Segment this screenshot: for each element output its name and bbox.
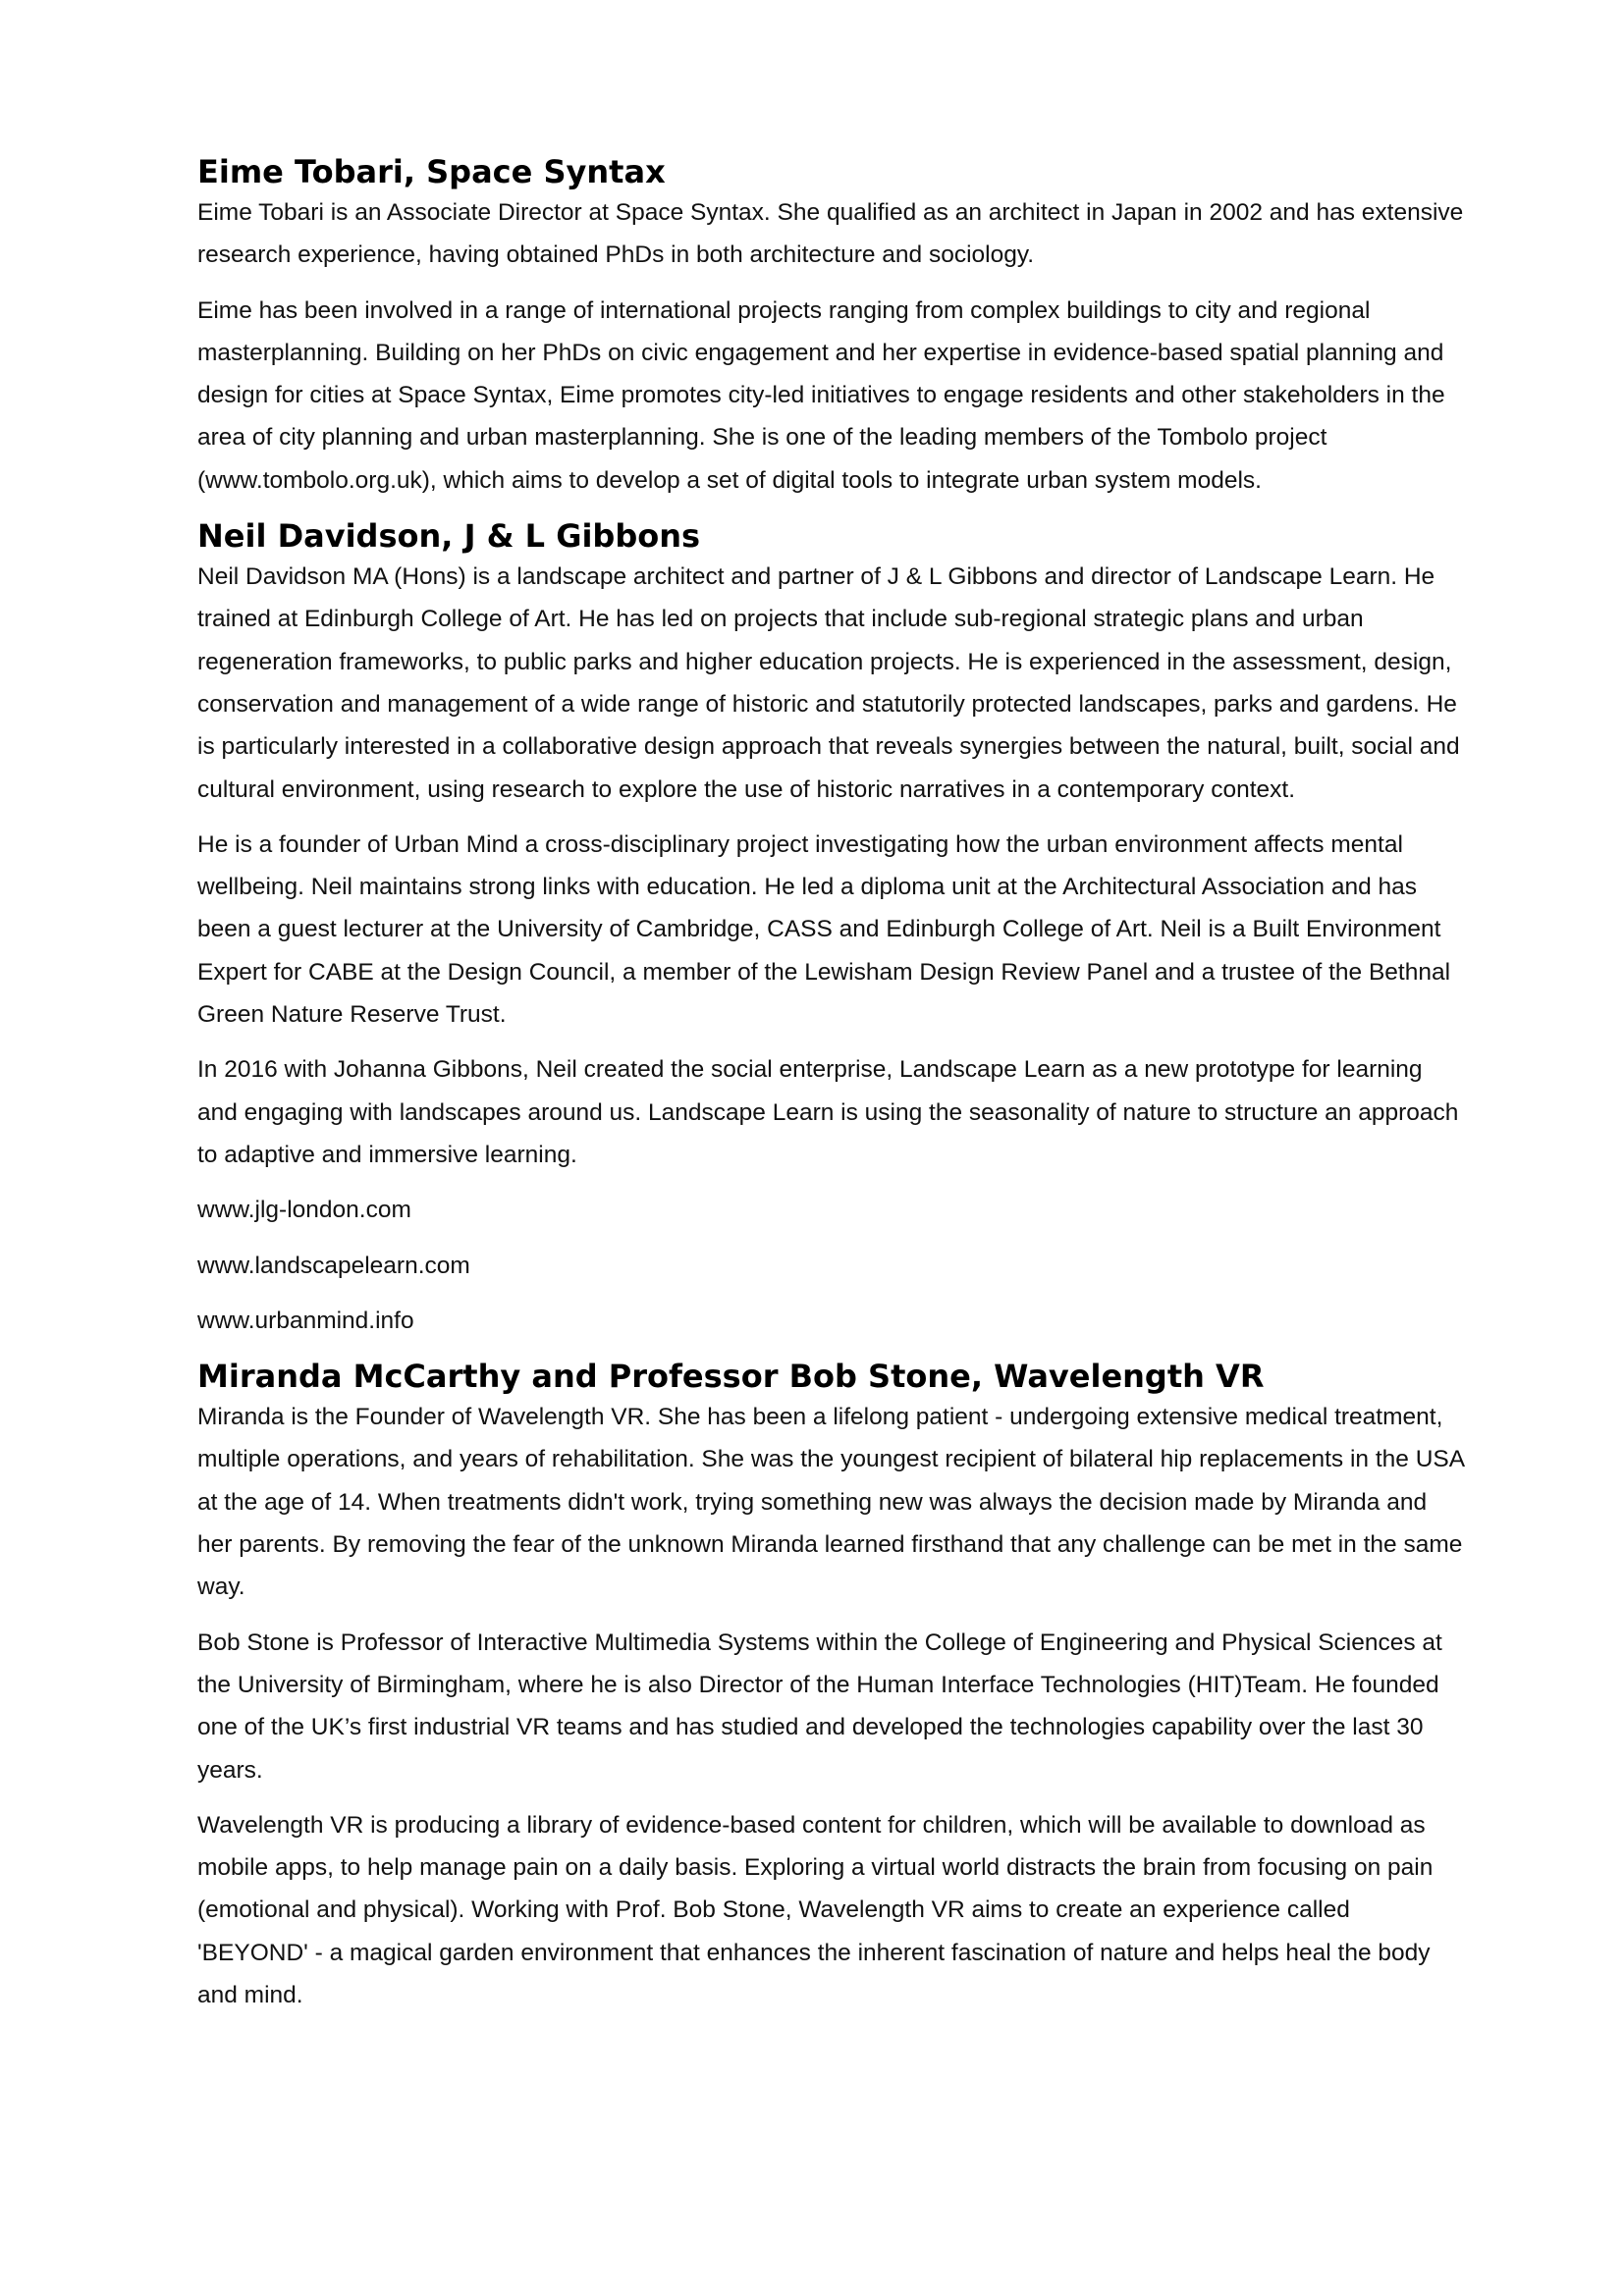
bio-paragraph: Eime Tobari is an Associate Director at Space Syntax. She qualified as an architect in Japan in 2002 and has extensive research experience, having obtained PhDs in both architecture and sociology. [197,199,1464,269]
bio-section-neil-davidson [197,514,1464,1342]
bio-paragraph: Bob Stone is Professor of Interactive Multimedia Systems within the College of Engineering and Physical Sciences at the University of Birmingham, where he is also Director of the Human Interface Technologies (HIT)Team. He founded one of the UK’s first industrial VR teams and has studied and developed the technologies capability over the last 30 years. [197,1629,1442,1784]
bio-paragraph: Miranda is the Founder of Wavelength VR. She has been a lifelong patient - undergoing extensive medical treatment, multiple operations, and years of rehabilitation. She was the youngest recipient of bilateral hip replacements in the USA at the age of 14. When treatments didn't work, trying something new was always the decision made by Miranda and her parents. By removing the fear of the unknown Miranda learned firsthand that any challenge can be met in the same way. [197,1404,1464,1601]
website-link: www.urbanmind.info [197,1307,414,1334]
section-heading: Miranda McCarthy and Professor Bob Stone, Wavelength VR [197,1358,1265,1396]
bio-section-wavelength-vr [197,1355,1464,2016]
bio-paragraph: Wavelength VR is producing a library of evidence-based content for children, which will be available to download as mobile apps, to help manage pain on a daily basis. Exploring a virtual world distracts the brain from focusing on pain (emotional and physical). Working with Prof. Bob Stone, Wavelength VR aims to create an experience called 'BEYOND' - a magical garden environment that enhances the inherent fascination of nature and helps heal the body and mind. [197,1811,1434,2008]
section-heading: Eime Tobari, Space Syntax [197,153,666,190]
website-link: www.jlg-london.com [197,1197,411,1224]
bio-paragraph: Neil Davidson MA (Hons) is a landscape architect and partner of J & L Gibbons and director of Landscape Learn. He trained at Edinburgh College of Art. He has led on projects that include sub-regional strategic plans and urban regeneration frameworks, to public parks and higher education projects. He is experienced in the assessment, design, conservation and management of a wide range of historic and statutorily protected landscapes, parks and gardens. He is particularly interested in a collaborative design approach that reveals synergies between the natural, built, social and cultural environment, using research to explore the use of historic narratives in a contemporary context. [197,563,1460,803]
bio-paragraph: In 2016 with Johanna Gibbons, Neil created the social enterprise, Landscape Learn as a new prototype for learning and engaging with landscapes around us. Landscape Learn is using the seasonality of nature to structure an approach to adaptive and immersive learning. [197,1056,1459,1168]
bio-section-eime-tobari [197,150,1464,502]
bio-paragraph: He is a founder of Urban Mind a cross-disciplinary project investigating how the urban environment affects mental wellbeing. Neil maintains strong links with education. He led a diploma unit at the Architectural Association and has been a guest lecturer at the University of Cambridge, CASS and Edinburgh College of Art. Neil is a Built Environment Expert for CABE at the Design Council, a member of the Lewisham Design Review Panel and a trustee of the Bethnal Green Nature Reserve Trust. [197,830,1451,1029]
bio-paragraph: Eime has been involved in a range of international projects ranging from complex buildings to city and regional masterplanning. Building on her PhDs on civic engagement and her expertise in evidence-based spatial planning and design for cities at Space Syntax, Eime promotes city-led initiatives to engage residents and other stakeholders in the area of city planning and urban masterplanning. She is one of the leading members of the Tombolo project (www.tombolo.org.uk), which aims to develop a set of digital tools to integrate urban system models. [197,296,1445,494]
website-link: www.landscapelearn.com [197,1252,470,1279]
document-page [197,150,1464,2029]
section-heading: Neil Davidson, J & L Gibbons [197,517,701,556]
